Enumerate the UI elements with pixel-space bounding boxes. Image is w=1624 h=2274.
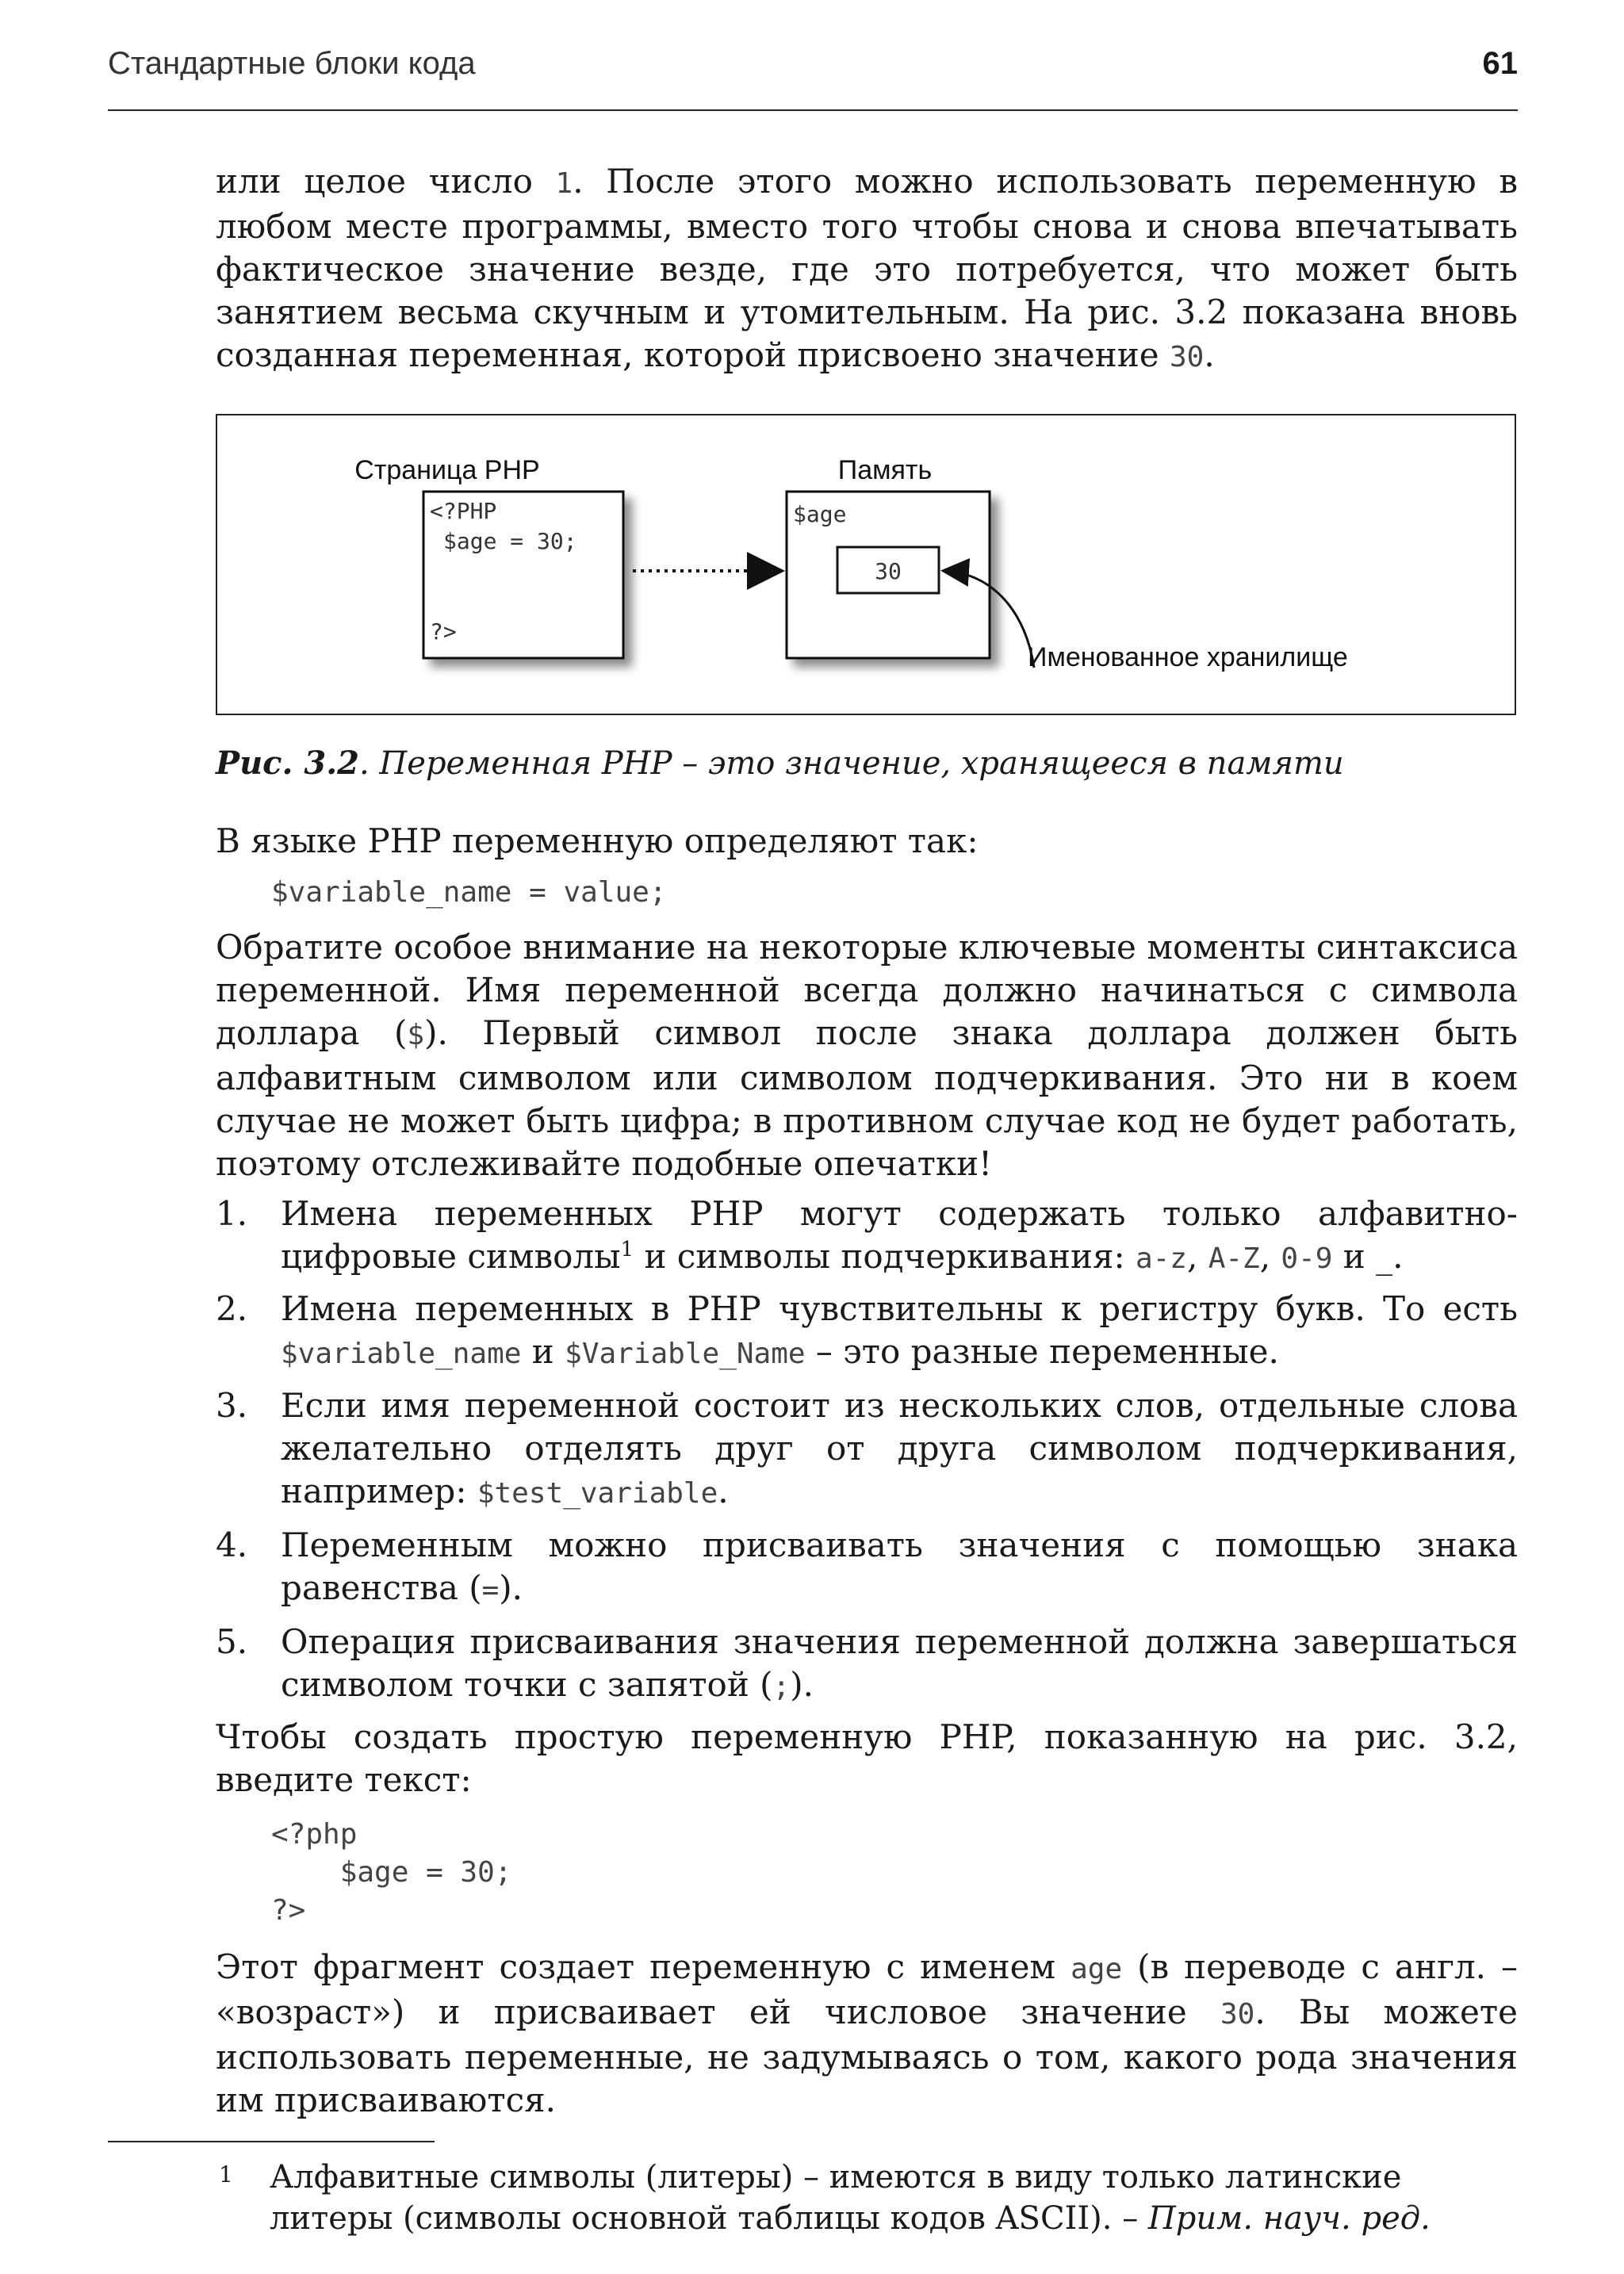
footnote-marker: 1 — [219, 2161, 233, 2188]
annotation-text: Именованное хранилище — [1028, 642, 1348, 672]
figure-3-2 — [216, 414, 1516, 715]
list-item: 4. Переменным можно присваивать значения с помощью знака равенства (=). — [216, 1526, 1518, 1607]
memory-label: Память — [837, 455, 933, 485]
list-item: 3. Если имя переменной состоит из нескольких слов, отдельные слова желательно отделять друг от друга символом подчеркивания, например: $test_variable. — [216, 1386, 1518, 1510]
list-item: 5. Операция присваивания значения переменной должна завершаться символом точки с запятой (;). — [216, 1622, 1518, 1704]
list-item: 1. Имена переменных PHP могут содержать только алфавитно-цифровые символы$^1$ и символы подчеркивания: a-z, A-Z, 0-9 и _. — [216, 1194, 1518, 1276]
code-line-2: $age = 30; — [443, 528, 577, 554]
code-line-3: ?> — [430, 618, 457, 645]
running-title: Стандартные блоки кода — [108, 46, 476, 81]
footnote-text: Алфавитные символы (литеры) – имеются в виду только латинские литеры (символы основной таблицы кодов ASCII). – Прим. науч. ред. — [270, 2159, 1431, 2237]
php-page-label: Страница PHP — [354, 455, 540, 485]
code-line-1: <?PHP — [430, 498, 497, 524]
paragraph-2: В языке PHP переменную определяют так: — [216, 821, 979, 860]
paragraph-5: Этот фрагмент создает переменную с именем age (в переводе с англ. – «возраст») и присваивает ей числовое значение 30. Вы можете использовать переменные, не задумываясь о том, какого рода значения им присваиваются. — [216, 1947, 1518, 2119]
paragraph-3: Обратите особое внимание на некоторые ключевые моменты синтаксиса переменной. Имя переменной всегда должно начинаться с символа доллара ($). Первый символ после знака доллара должен быть алфавитным символом или символом подчеркивания. Это ни в коем случае не может быть цифра; в противном случае код не будет работать, поэтому отслеживайте подобные опечатки! — [216, 928, 1518, 1183]
paragraph-1: или целое число 1. После этого можно использовать переменную в любом месте программы, вместо того чтобы снова и снова впечатывать фактическое значение везде, где это потребуется, что может быть занятием весьма скучным и утомительным. На рис. 3.2 показана вновь созданная переменная, которой присвоено значение 30. — [216, 162, 1518, 374]
figure-caption: Рис. 3.2. Переменная PHP – это значение, хранящееся в памяти — [216, 745, 1344, 782]
variable-memory-diagram — [217, 415, 1515, 714]
paragraph-4: Чтобы создать простую переменную PHP, показанную на рис. 3.2, введите текст: — [216, 1717, 1518, 1799]
code-block-2: <?php $age = 30; ?> — [271, 1818, 512, 1927]
memory-var-name: $age — [793, 501, 847, 527]
list-item: 2. Имена переменных в PHP чувствительны к регистру букв. То есть $variable_name и $Variable_Name – это разные переменные. — [216, 1289, 1518, 1371]
page-header — [108, 46, 1518, 111]
footnote-rule — [108, 2141, 435, 2142]
value-text: 30 — [875, 558, 902, 584]
page-number: 61 — [1482, 46, 1518, 81]
code-block-1: $variable_name = value; — [271, 876, 667, 909]
